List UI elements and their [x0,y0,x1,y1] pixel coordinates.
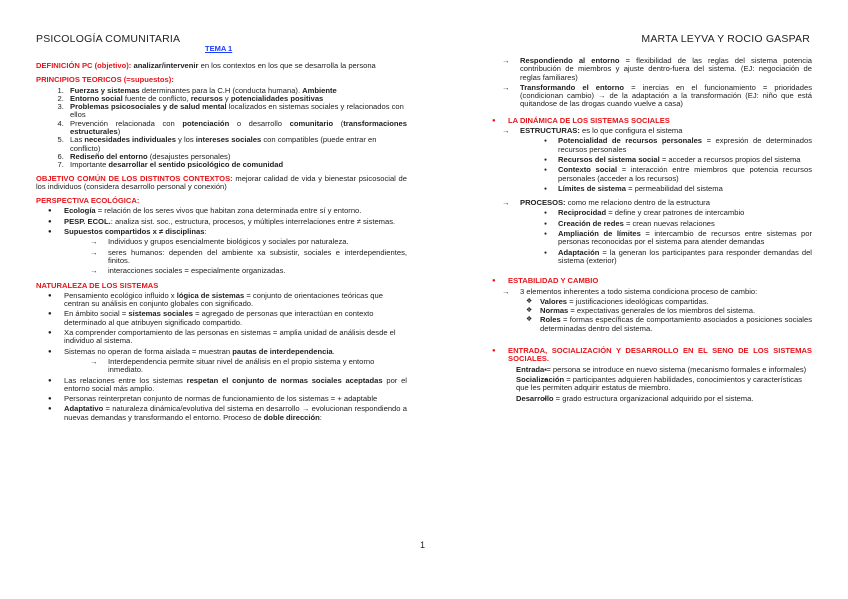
list-item [36,249,407,266]
text-span: y [222,93,231,103]
bold-text: Recursos del sistema social [558,154,660,164]
list-item [480,376,812,393]
bold-text: lógica de sistemas [176,290,245,300]
list-item [480,209,812,217]
definition-paragraph [36,62,407,70]
bold-text: Valores [540,296,568,306]
text-span: o desarrollo [229,118,290,128]
list-item [480,137,812,154]
objetivo-text: mejorar calidad de vida y bienestar psicosocial de los individuos (considera desarrollo personal y conexión) [36,173,407,191]
text-span: Sistemas no operan de forma aislada = muestran [64,346,233,356]
list-item [480,220,812,228]
text-span: ) [117,127,121,137]
list-item [36,310,407,327]
list-item [36,267,407,275]
text-span: Interdependencia permite situar nivel de análisis en el propio sistema y entorno inmediato. [108,356,375,375]
list-item [36,405,407,422]
page-number: 1 [420,540,426,550]
estabilidad-intro [480,288,812,296]
dinamica-title: ● LA DINÁMICA DE LOS SISTEMAS SOCIALES [480,117,812,125]
text-span: = persona se introduce en nuevo sistema (mecanismo formales e informales) [544,364,807,374]
arrow-icon: → [502,56,510,65]
right-column [480,57,812,405]
list-item [36,377,407,394]
list-item [66,103,407,120]
bold-text: Socialización [516,374,565,384]
text-span: = expresión de determinados recursos personales [558,136,812,154]
arrow-icon: → [90,237,98,247]
bold-text: Transformando el entorno [520,82,625,92]
text-span: con compatibles (puede entrar en conflicto) [70,135,377,153]
bold-text: Contexto social [558,165,618,175]
bold-text: pautas de interdependencia [232,346,333,356]
bold-text: Entrada [516,364,545,374]
text-span: : [319,412,322,422]
definition-label: DEFINICIÓN PC (objetivo): [36,61,132,70]
list-item [66,120,407,137]
list-item [480,84,812,109]
text-span: seres humanos: dependen del ambiente xa subsistir, sociales e interdependientes, finitos. [108,247,407,265]
text-span: interacciones sociales = especialmente organizadas. [108,266,286,276]
list-item [36,358,407,375]
list-item [480,316,812,333]
arrow-icon: → [90,247,98,257]
list-item [480,166,812,183]
text-span: = acceder a recursos propios del sistema [659,154,801,164]
text-span: ( [333,118,344,128]
naturaleza-title: NATURALEZA DE LOS SISTEMAS [36,280,159,290]
text-span: = agregado de personas que interactúan en contexto determinado al que atribuyen significado compartido. [64,309,374,327]
bold-text: Problemas psicosociales y de salud mental [70,102,227,112]
text-span: es lo que configura el sistema [579,126,683,136]
list-item [36,238,407,246]
bold-text: Desarrollo [516,393,554,403]
list-item [66,136,407,153]
bold-text: desarrollar el sentido psicológico de comunidad [108,160,284,170]
bold-text: Supuestos compartidos x ≠ disciplinas [64,227,205,237]
list-item [480,366,812,374]
text-span: Xa comprender comportamiento de las personas en sistemas = amplia unidad de análisis desde el individuo al sistema. [64,328,396,346]
text-span: = justificaciones ideológicas compartidas. [567,296,709,306]
list-item [480,57,812,82]
bold-text: Fuerzas y sistemas [70,85,140,95]
bold-text: comunitario [289,118,334,128]
text-span: = intercambio de recursos entre sistemas por personas reconocidas por el sistema para atender demandas [558,229,812,247]
bold-text: Respondiendo al entorno [520,56,620,65]
list-item [480,298,812,306]
list-item [480,230,812,247]
bold-text: intereses sociales [195,135,262,145]
estructuras-line [480,127,812,135]
objetivo-paragraph [36,175,407,192]
tema-link[interactable]: TEMA 1 [205,44,233,53]
procesos-line [480,199,812,207]
bold-text: Roles [540,315,561,325]
bold-text: Potencialidad de recursos personales [558,136,703,146]
bold-text: PROCESOS: [520,198,566,208]
text-span: Prevención relacionada con [70,118,183,128]
arrow-icon: → [502,82,510,92]
bold-text: Ambiente [302,85,337,95]
list-item [36,218,407,226]
bold-text: recursos [190,93,223,103]
list-item [480,156,812,164]
text-span: : analiza sist. soc., estructura, procesos, y múltiples interrelaciones entre ≠ sistemas. [110,216,396,226]
text-span: = participantes adquieren habilidades, conocimientos y características que les permiten adquirir estatus de miembro. [516,374,802,393]
bold-text: Normas [540,306,569,316]
text-span: localizados en sistemas sociales y relacionados con ellos [70,102,404,120]
text-span: Individuos y grupos esencialmente biológicos y sociales por naturaleza. [108,237,349,247]
text-span: = permeabilidad del sistema [625,183,723,193]
text-span: : [204,227,207,237]
list-item [36,348,407,356]
bold-text: Ecología [64,206,96,216]
text-span: fuente de conflicto, [122,93,191,103]
bold-text: Adaptación [558,247,600,257]
text-span: = conjunto de orientaciones teóricas que centran su análisis en conjunto globales con significado. [64,290,383,309]
text-span: = inercias en el funcionamiento = prioridades (condicionan cambio) → de la adaptación a la transformación (EJ: niño que está quitandose de las drogas cuando vuelve a casa) [520,82,812,109]
bold-text: Rediseño del entorno [70,151,148,161]
text-span: determinantes para la C.H (conducta humana). [139,85,303,95]
principios-list [36,87,407,170]
diamond-icon: ❖ [526,307,533,315]
diamond-icon: ❖ [526,297,533,305]
text-span: = flexibilidad de las reglas del sistema potencia contribución de miembros y ajuste dentro-fuera del sistema. (EJ: negociación de reglas familiares) [520,56,812,82]
arrow-icon: → [90,356,98,366]
text-span: En ámbito social = [64,309,129,319]
text-span: Personas reinterpretan conjunto de normas de funcionamiento de los sistemas = + adaptable [64,394,378,404]
list-item [66,161,407,169]
arrow-icon: → [502,286,510,296]
text-span: = formas específicas de comportamiento asociados a posiciones sociales determinadas dentro del sistema. [540,315,812,333]
estabilidad-title: ● ESTABILIDAD Y CAMBIO [480,277,812,285]
text-span: por el entorno social más amplio. [64,375,407,393]
bold-text: potencialidades positivas [230,93,324,103]
bold-text: doble dirección [263,412,320,422]
bold-text: respetan el conjunto de normas sociales aceptadas [186,375,383,385]
text-span: = la generan los participantes para responder demandas del sistema (exterior) [558,247,812,265]
text-span: = define y crear patrones de intercambio [606,208,745,218]
list-item [480,395,812,403]
text-span: = expectativas generales de los miembros del sistema. [568,306,756,316]
list-item [480,249,812,266]
text-span: = grado estructura organizacional adquirido por el sistema. [553,393,754,403]
arrow-icon: → [502,126,510,136]
text-span: como me relaciono dentro de la estructura [565,198,710,208]
text-span: Las relaciones entre los sistemas [64,375,187,385]
bold-text: Ampliación de límites [558,229,641,239]
text-span: = interacción entre miembros que potencia recursos personales (acceder a los recursos) [558,165,812,183]
bold-text: Adaptativo [64,404,104,414]
left-column [36,62,407,424]
text-span: = naturaleza dinámica/evolutiva del sistema en desarrollo → evolucionan respondiendo a nuevas demandas y transformando el entorno. Proceso de [64,404,407,422]
principios-title: PRINCIPIOS TEORICOS (=supuestos): [36,75,174,85]
bold-text: Creación de redes [558,218,624,228]
bold-text: ESTRUCTURAS: [520,126,580,136]
list-item [36,329,407,346]
list-item [36,207,407,215]
list-item [36,228,407,236]
definition-bold: analizar/intervenir [133,61,199,70]
bold-text: Entorno social [70,93,123,103]
text-span: = relación de los seres vivos que habitan zona determinada entre sí y entorno. [95,206,362,216]
text-span: . [332,346,335,356]
bold-text: Límites de sistema [558,183,626,193]
text-span: (desajustes personales) [147,151,231,161]
diamond-icon: ❖ [526,316,533,324]
list-item [36,292,407,309]
objetivo-label: OBJETIVO COMÚN DE LOS DISTINTOS CONTEXTOS: [36,173,233,183]
text-span: Pensamiento ecológico influido x [64,290,177,300]
bold-text: necesidades individuales [84,135,176,145]
document-header-left: PSICOLOGÍA COMUNITARIA [36,33,181,45]
definition-text: en los contextos en los que se desarrolla la persona [200,61,376,70]
bold-text: transformaciones estructurales [70,118,408,137]
arrow-icon: → [90,266,98,276]
bold-text: Reciprocidad [558,208,607,218]
text-span: 3 elementos inherentes a todo sistema condiciona proceso de cambio: [520,286,758,296]
list-item [36,395,407,403]
entrada-title: ● ENTRADA, SOCIALIZACIÓN Y DESARROLLO EN EL SENO DE LOS SISTEMAS SOCIALES. [480,347,812,364]
arrow-icon: → [502,198,510,208]
bold-text: PESP. ECOL. [64,216,111,226]
list-item [480,307,812,315]
text-span: Las [70,135,85,145]
document-header-right: MARTA LEYVA Y ROCIO GASPAR [641,33,810,45]
bold-text: sistemas sociales [128,309,193,319]
bold-text: potenciación [182,118,230,128]
text-span: Importante [70,160,109,170]
text-span: = crean nuevas relaciones [623,218,715,228]
list-item [480,185,812,193]
ecologica-title: PERSPECTIVA ECOLÓGICA: [36,196,140,206]
text-span: y los [175,135,196,145]
